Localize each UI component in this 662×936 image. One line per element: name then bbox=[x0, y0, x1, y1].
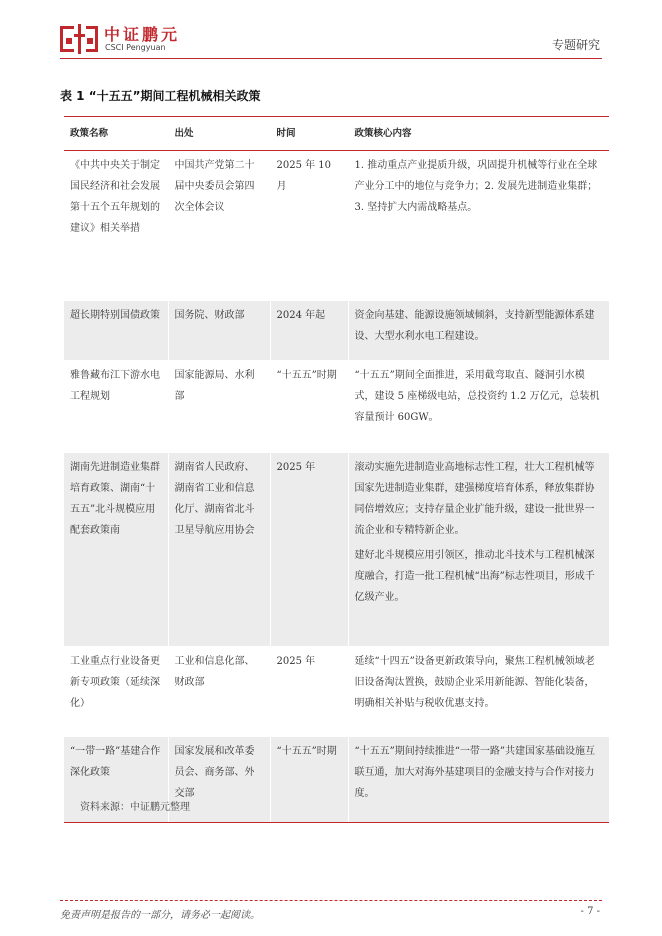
cell-content bbox=[348, 453, 609, 647]
section-label: 专题研究 bbox=[551, 38, 600, 52]
cell-time: 2024 年起 bbox=[270, 301, 348, 361]
content-paragraph: “十五五”期间全面推进，采用截弯取直、隧洞引水模式，建设 5 座梯级电站，总投资约 1.2 万亿元，总装机容量预计 60GW。 bbox=[354, 370, 600, 423]
cell-policy-name: 《中共中央关于制定国民经济和社会发展第十五个五年规划的建议》相关举措 bbox=[64, 151, 168, 301]
cell-source: 国家能源局、水利部 bbox=[168, 361, 270, 453]
brand-name-en: CSCI Pengyuan bbox=[105, 43, 166, 52]
cell-time: 2025 年 bbox=[270, 647, 348, 737]
cell-content bbox=[348, 737, 609, 823]
content-paragraph: 滚动实施先进制造业高地标志性工程，壮大工程机械等国家先进制造业集群，建强梯度培育体系，释放集群协同倍增效应；支持存量企业扩能升级，建设一批世界一流企业和专精特新企业。 bbox=[354, 462, 595, 536]
table-row bbox=[64, 151, 609, 301]
brand-name-cn: 中证鹏元 bbox=[104, 25, 181, 44]
cell-policy-name: 湖南先进制造业集群培育政策、湖南“十五五”北斗规模应用配套政策南 bbox=[64, 453, 168, 647]
cell-source: 国家发展和改革委员会、商务部、外交部 bbox=[168, 737, 270, 823]
table-row bbox=[64, 361, 609, 453]
cell-time: 2025 年 bbox=[270, 453, 348, 647]
content-paragraph: 建好北斗规模应用引领区，推动北斗技术与工程机械深度融合，打造一批工程机械“出海”标志性项目，形成千亿级产业。 bbox=[354, 550, 595, 603]
footer-divider bbox=[60, 900, 602, 901]
content-paragraph: “十五五”期间持续推进“一带一路”共建国家基础设施互联互通，加大对海外基建项目的金融支持与合作对接力度。 bbox=[354, 746, 595, 799]
table-row bbox=[64, 301, 609, 361]
cell-content bbox=[348, 361, 609, 453]
table-header-row bbox=[64, 117, 609, 151]
table-row bbox=[64, 647, 609, 737]
footer-disclaimer: 免责声明是报告的一部分，请务必一起阅读。 bbox=[60, 910, 260, 921]
page-number: - 7 - bbox=[580, 906, 600, 917]
cell-content bbox=[348, 647, 609, 737]
column-header-policy-name: 政策名称 bbox=[64, 117, 168, 151]
content-paragraph: 1. 推动重点产业提质升级，巩固提升机械等行业在全球产业分工中的地位与竞争力；2. 发展先进制造业集群；3. 坚持扩大内需战略基点。 bbox=[354, 160, 598, 213]
cell-policy-name: 工业重点行业设备更新专项政策（延续深化） bbox=[64, 647, 168, 737]
cell-content bbox=[348, 301, 609, 361]
column-header-time: 时间 bbox=[270, 117, 348, 151]
policy-table bbox=[64, 116, 609, 823]
header-divider bbox=[60, 58, 602, 59]
cell-time: “十五五”时期 bbox=[270, 361, 348, 453]
csci-logo-icon bbox=[60, 24, 100, 54]
cell-time: “十五五”时期 bbox=[270, 737, 348, 823]
source-note: 资料来源：中证鹏元整理 bbox=[80, 802, 190, 813]
cell-time: 2025 年 10 月 bbox=[270, 151, 348, 301]
table-title: 表 1 “十五五”期间工程机械相关政策 bbox=[60, 89, 261, 103]
cell-policy-name: 超长期特别国债政策 bbox=[64, 301, 168, 361]
cell-source: 湖南省人民政府、湖南省工业和信息化厅、湖南省北斗卫星导航应用协会 bbox=[168, 453, 270, 647]
cell-policy-name: 雅鲁藏布江下游水电工程规划 bbox=[64, 361, 168, 453]
cell-source: 工业和信息化部、财政部 bbox=[168, 647, 270, 737]
column-header-content: 政策核心内容 bbox=[348, 117, 609, 151]
cell-content bbox=[348, 151, 609, 301]
cell-source: 国务院、财政部 bbox=[168, 301, 270, 361]
column-header-source: 出处 bbox=[168, 117, 270, 151]
cell-source: 中国共产党第二十届中央委员会第四次全体会议 bbox=[168, 151, 270, 301]
table-row bbox=[64, 453, 609, 647]
cell-policy-name: “一带一路”基建合作深化政策 bbox=[64, 737, 168, 823]
content-paragraph: 资金向基建、能源设施领域倾斜，支持新型能源体系建设、大型水利水电工程建设。 bbox=[354, 310, 595, 342]
page-header bbox=[0, 0, 662, 60]
content-paragraph: 延续“十四五”设备更新政策导向，聚焦工程机械领域老旧设备淘汰置换，鼓励企业采用新能源、智能化装备，明确相关补贴与税收优惠支持。 bbox=[354, 656, 595, 709]
